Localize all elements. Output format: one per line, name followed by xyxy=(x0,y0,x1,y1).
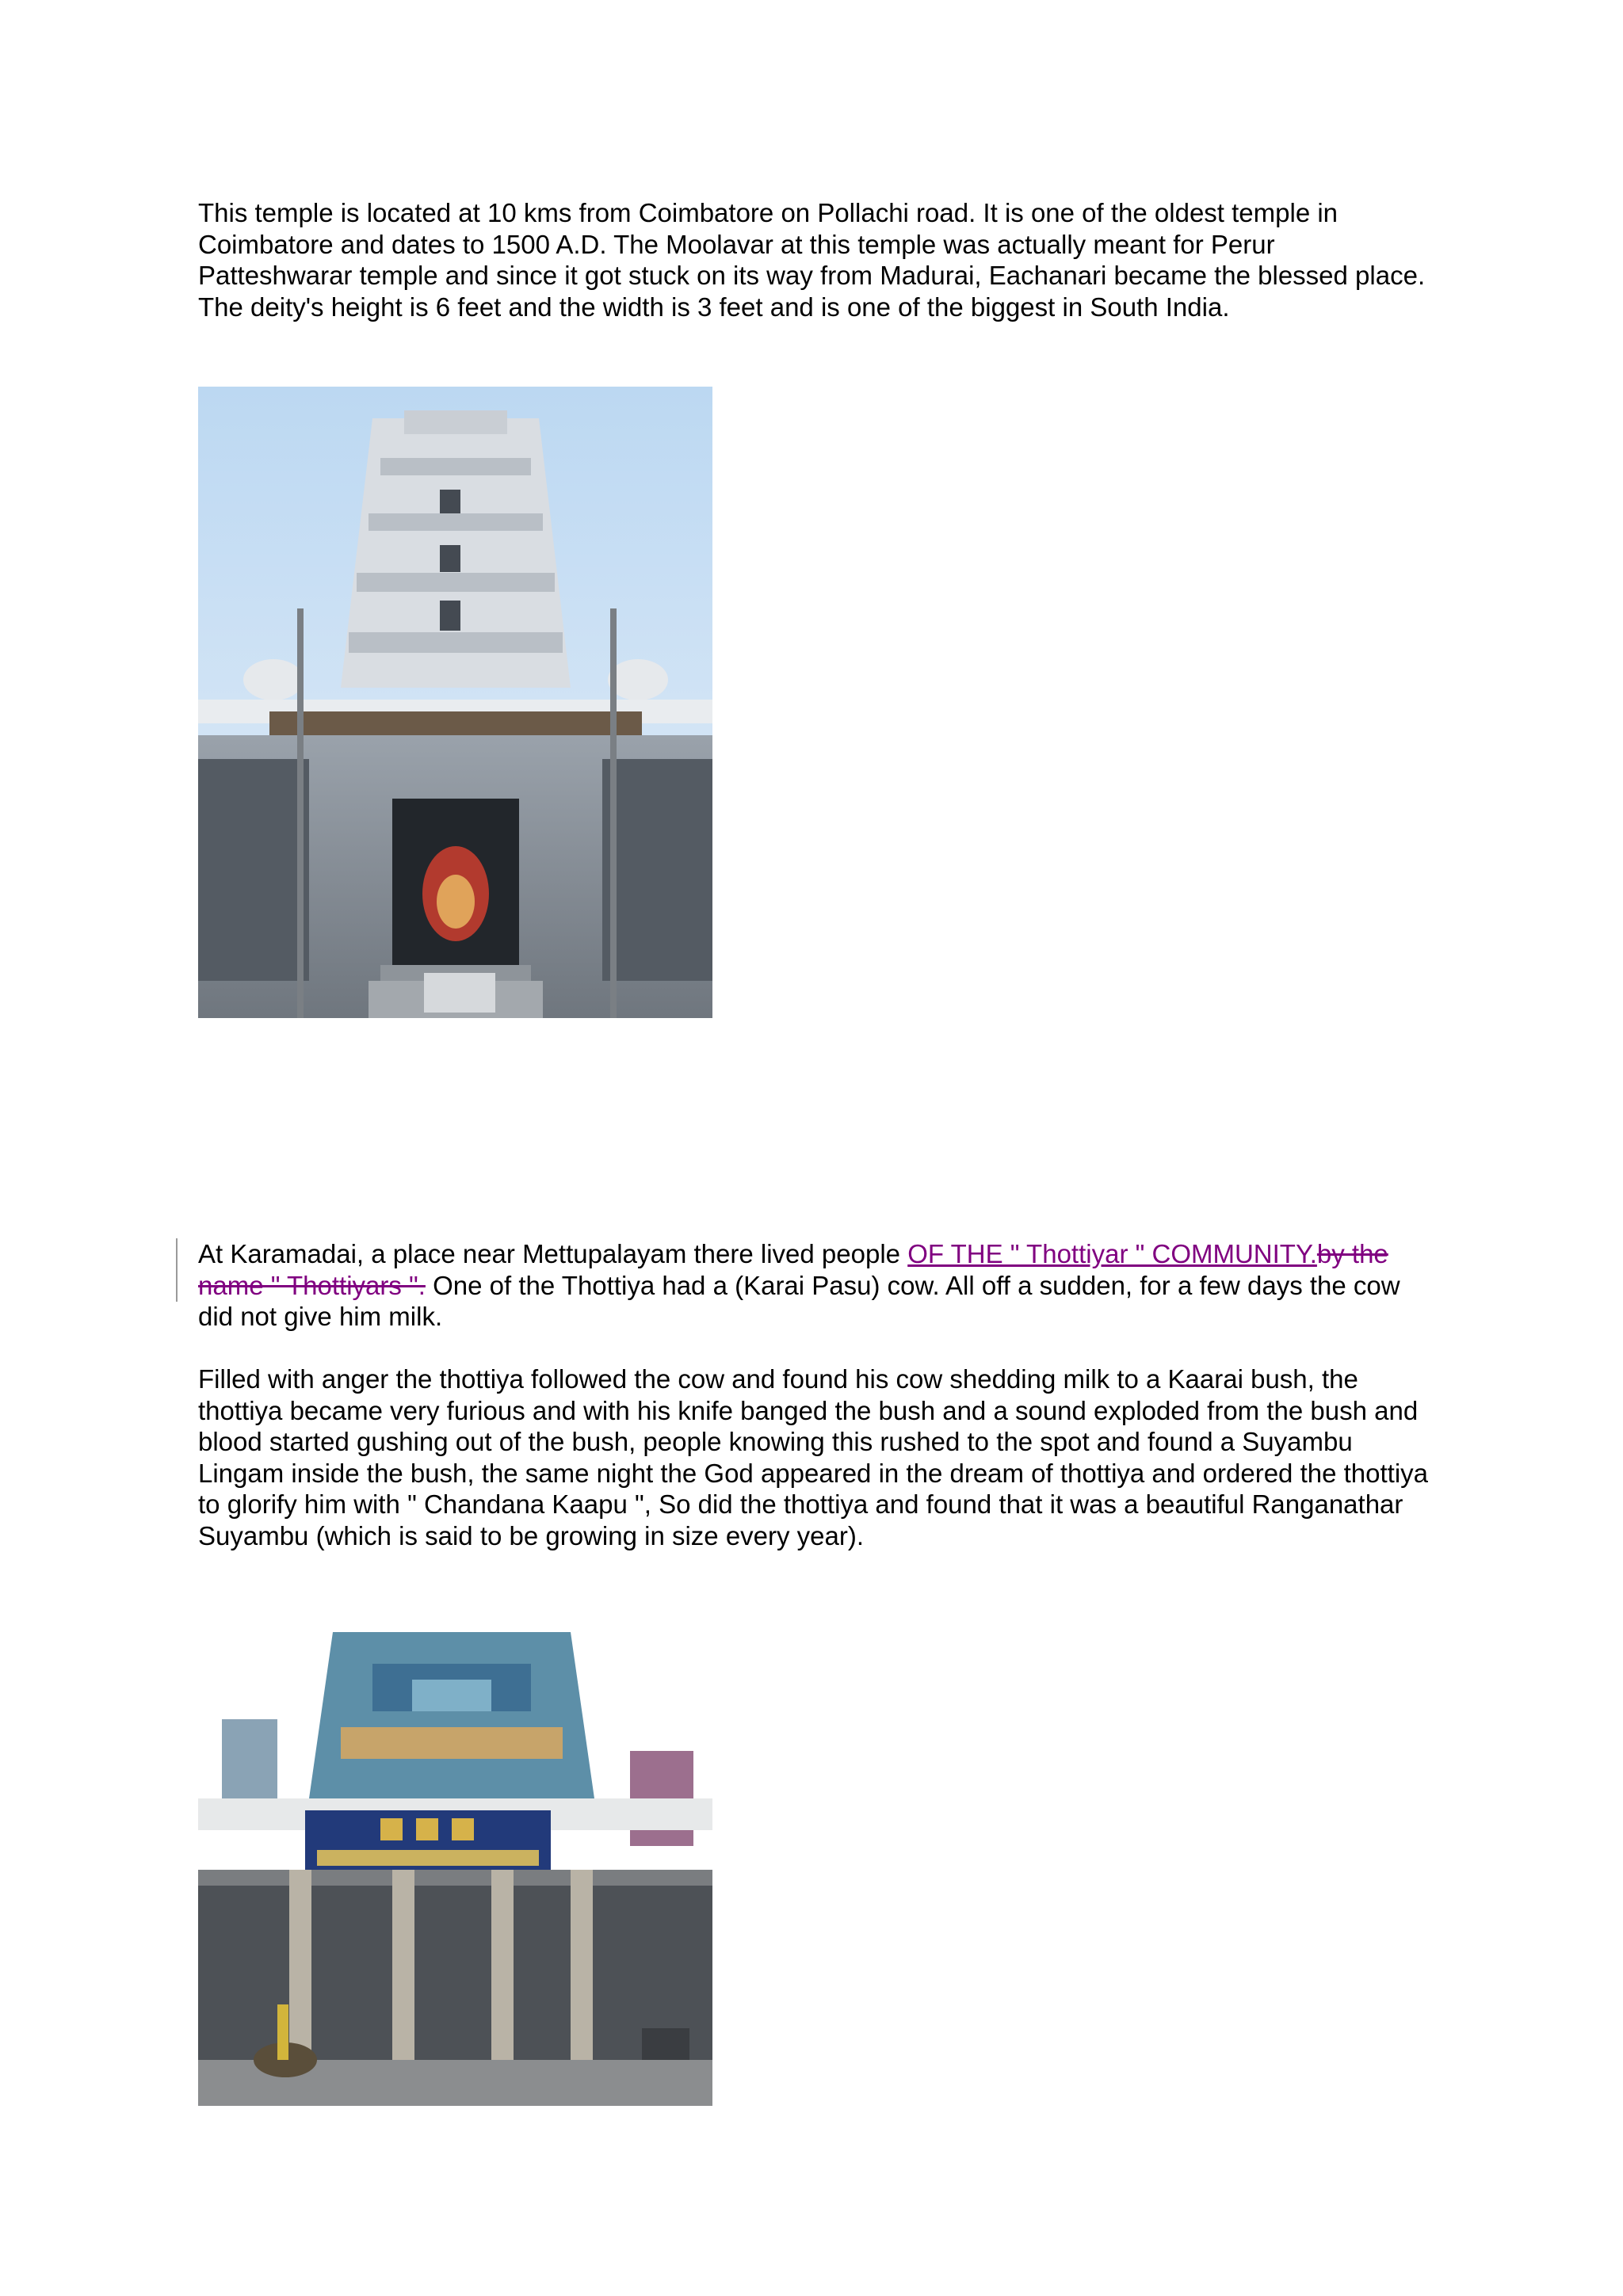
paragraph-karamadai-text-1: At Karamadai, a place near Mettupalayam there lived people xyxy=(198,1239,908,1268)
paragraph-karamadai-text-2: One of the Thottiya had a (Karai Pasu) cow. All off a sudden, for a few days the cow did not give him milk. xyxy=(198,1270,1400,1331)
karamadai-temple-photo xyxy=(198,1616,712,2106)
change-bar xyxy=(176,1238,178,1302)
eachanari-temple-photo xyxy=(198,387,712,1018)
paragraph-eachanari: This temple is located at 10 kms from Coimbatore on Pollachi road. It is one of the oldest temple in Coimbatore and dates to 1500 A.D. The Moolavar at this temple was actually meant for Perur Patteshwarar temple and since it got stuck on its way from Madurai, Eachanari became the blessed place. The deity's height is 6 feet and the width is 3 feet and is one of the biggest in South India. xyxy=(198,198,1426,322)
paragraph-karamadai xyxy=(198,1238,1434,1333)
inserted-text: OF THE " Thottiyar " COMMUNITY. xyxy=(907,1239,1317,1268)
deleted-text: by the name " Thottiyars ". xyxy=(198,1239,1388,1300)
paragraph-thottiya-story: Filled with anger the thottiya followed the cow and found his cow shedding milk to a Kaarai bush, the thottiya became very furious and with his knife banged the bush and a sound exploded from the bush and blood started gushing out of the bush, people knowing this rushed to the spot and found a Suyambu Lingam inside the bush, the same night the God appeared in the dream of thottiya and ordered the thottiya to glorify him with " Chandana Kaapu ", So did the thottiya and found that it was a beautiful Ranganathar Suyambu (which is said to be growing in size every year). xyxy=(198,1364,1429,1550)
